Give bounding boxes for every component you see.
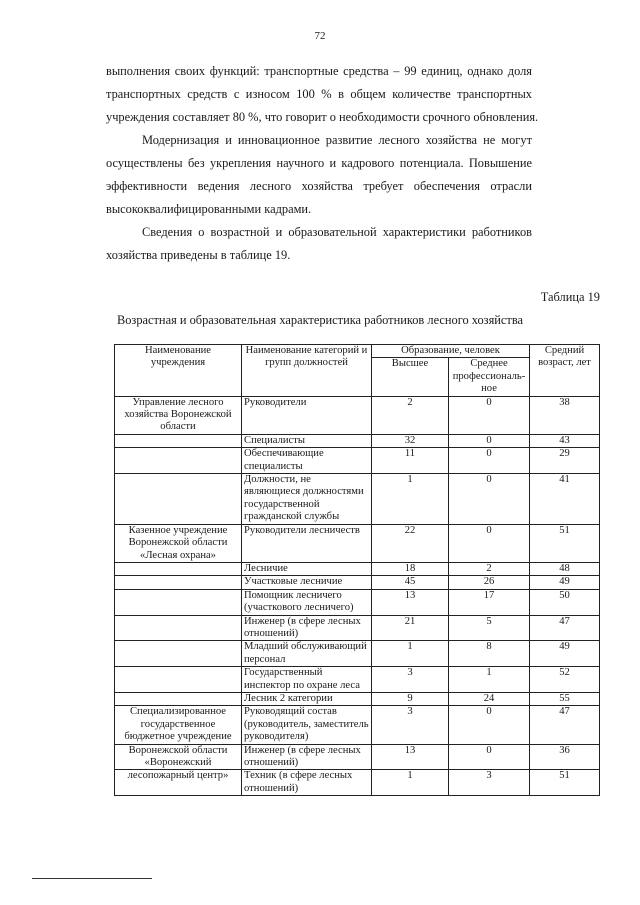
- header-secondary: Среднее профессиональ-ное: [449, 358, 530, 396]
- higher-cell: 3: [372, 667, 449, 693]
- table-row: [115, 692, 600, 705]
- table-label: Таблица 19: [540, 290, 600, 304]
- category-cell: Государственный инспектор по охране леса: [242, 667, 372, 693]
- secondary-cell: 0: [449, 396, 530, 434]
- org-cell: Специализированное государственное бюджетное учреждение: [115, 706, 242, 744]
- higher-cell: 2: [372, 396, 449, 434]
- table-row: [115, 474, 600, 525]
- table-row: [115, 589, 600, 615]
- org-cell: Казенное учреждение Воронежской области «Лесная охрана»: [115, 524, 242, 562]
- secondary-cell: 17: [449, 589, 530, 615]
- page-number: 72: [314, 30, 326, 42]
- age-cell: 48: [530, 562, 600, 575]
- org-cell: [115, 474, 242, 525]
- age-cell: 43: [530, 434, 600, 447]
- text-line: хозяйства приведены в таблице 19.: [106, 248, 291, 262]
- text-line: Сведения о возрастной и образовательной характеристики работников: [142, 225, 532, 239]
- higher-cell: 1: [372, 770, 449, 796]
- category-cell: Руководители лесничеств: [242, 524, 372, 562]
- table-row: [115, 641, 600, 667]
- secondary-cell: 26: [449, 576, 530, 589]
- table-row: [115, 448, 600, 474]
- text-line: Модернизация и инновационное развитие лесного хозяйства не могут: [142, 133, 532, 147]
- age-cell: 38: [530, 396, 600, 434]
- category-cell: Младший обслуживающий персонал: [242, 641, 372, 667]
- table-row: [115, 615, 600, 641]
- age-cell: 36: [530, 744, 600, 770]
- age-cell: 50: [530, 589, 600, 615]
- category-cell: Специалисты: [242, 434, 372, 447]
- table-header-row: [115, 345, 600, 358]
- secondary-cell: 0: [449, 448, 530, 474]
- age-cell: 49: [530, 641, 600, 667]
- table-row: [115, 524, 600, 562]
- category-cell: Лесник 2 категории: [242, 692, 372, 705]
- table-row: [115, 396, 600, 434]
- header-education: Образование, человек: [372, 345, 530, 358]
- secondary-cell: 1: [449, 667, 530, 693]
- category-cell: Инженер (в сфере лесных отношений): [242, 744, 372, 770]
- secondary-cell: 3: [449, 770, 530, 796]
- secondary-cell: 0: [449, 474, 530, 525]
- org-cell: лесопожарный центр»: [115, 770, 242, 796]
- text-line: учреждения составляет 80 %, что говорит о необходимости срочного обновления.: [106, 110, 539, 124]
- table-row: [115, 562, 600, 575]
- header-higher: Высшее: [372, 358, 449, 396]
- org-cell: Воронежской области «Воронежский: [115, 744, 242, 770]
- secondary-cell: 24: [449, 692, 530, 705]
- secondary-cell: 5: [449, 615, 530, 641]
- category-cell: Участковые лесничие: [242, 576, 372, 589]
- age-cell: 55: [530, 692, 600, 705]
- category-cell: Техник (в сфере лесных отношений): [242, 770, 372, 796]
- category-cell: Лесничие: [242, 562, 372, 575]
- org-cell: [115, 562, 242, 575]
- org-cell: [115, 589, 242, 615]
- category-cell: Должности, не являющиеся должностями государственной гражданской службы: [242, 474, 372, 525]
- category-cell: Инженер (в сфере лесных отношений): [242, 615, 372, 641]
- text-line: осуществлены без укрепления научного и кадрового потенциала. Повышение: [106, 156, 532, 170]
- header-age: Средний возраст, лет: [530, 345, 600, 397]
- header-category: Наименование категорий и групп должностей: [242, 345, 372, 397]
- org-cell: [115, 434, 242, 447]
- secondary-cell: 0: [449, 434, 530, 447]
- table-title: Возрастная и образовательная характеристика работников лесного хозяйства: [116, 313, 524, 327]
- age-cell: 29: [530, 448, 600, 474]
- age-cell: 47: [530, 615, 600, 641]
- category-cell: Помощник лесничего (участкового лесничего): [242, 589, 372, 615]
- secondary-cell: 0: [449, 524, 530, 562]
- table-row: [115, 576, 600, 589]
- category-cell: Обеспечивающие специалисты: [242, 448, 372, 474]
- secondary-cell: 0: [449, 744, 530, 770]
- higher-cell: 32: [372, 434, 449, 447]
- secondary-cell: 0: [449, 706, 530, 744]
- org-cell: [115, 667, 242, 693]
- org-cell: Управление лесного хозяйства Воронежской области: [115, 396, 242, 434]
- higher-cell: 11: [372, 448, 449, 474]
- age-cell: 52: [530, 667, 600, 693]
- table-row: [115, 667, 600, 693]
- education-table: [114, 344, 600, 796]
- org-cell: [115, 692, 242, 705]
- table-row: [115, 770, 600, 796]
- higher-cell: 18: [372, 562, 449, 575]
- higher-cell: 3: [372, 706, 449, 744]
- text-line: выполнения своих функций: транспортные средства – 99 единиц, однако доля: [106, 64, 532, 78]
- age-cell: 47: [530, 706, 600, 744]
- secondary-cell: 2: [449, 562, 530, 575]
- text-line: эффективности ведения лесного хозяйства требует обеспечения отрасли: [106, 179, 532, 193]
- category-cell: Руководители: [242, 396, 372, 434]
- category-cell: Руководящий состав (руководитель, заместитель руководителя): [242, 706, 372, 744]
- footnote-divider: [32, 878, 152, 879]
- org-cell: [115, 448, 242, 474]
- higher-cell: 21: [372, 615, 449, 641]
- table-row: [115, 706, 600, 744]
- higher-cell: 13: [372, 744, 449, 770]
- table-row: [115, 744, 600, 770]
- header-org: Наименование учреждения: [115, 345, 242, 397]
- higher-cell: 1: [372, 641, 449, 667]
- org-cell: [115, 641, 242, 667]
- age-cell: 51: [530, 524, 600, 562]
- age-cell: 51: [530, 770, 600, 796]
- higher-cell: 22: [372, 524, 449, 562]
- table-row: [115, 434, 600, 447]
- higher-cell: 9: [372, 692, 449, 705]
- higher-cell: 45: [372, 576, 449, 589]
- higher-cell: 13: [372, 589, 449, 615]
- org-cell: [115, 615, 242, 641]
- age-cell: 49: [530, 576, 600, 589]
- age-cell: 41: [530, 474, 600, 525]
- higher-cell: 1: [372, 474, 449, 525]
- org-cell: [115, 576, 242, 589]
- secondary-cell: 8: [449, 641, 530, 667]
- text-line: высококвалифицированными кадрами.: [106, 202, 312, 216]
- text-line: транспортных средств с износом 100 % в общем количестве транспортных: [106, 87, 532, 101]
